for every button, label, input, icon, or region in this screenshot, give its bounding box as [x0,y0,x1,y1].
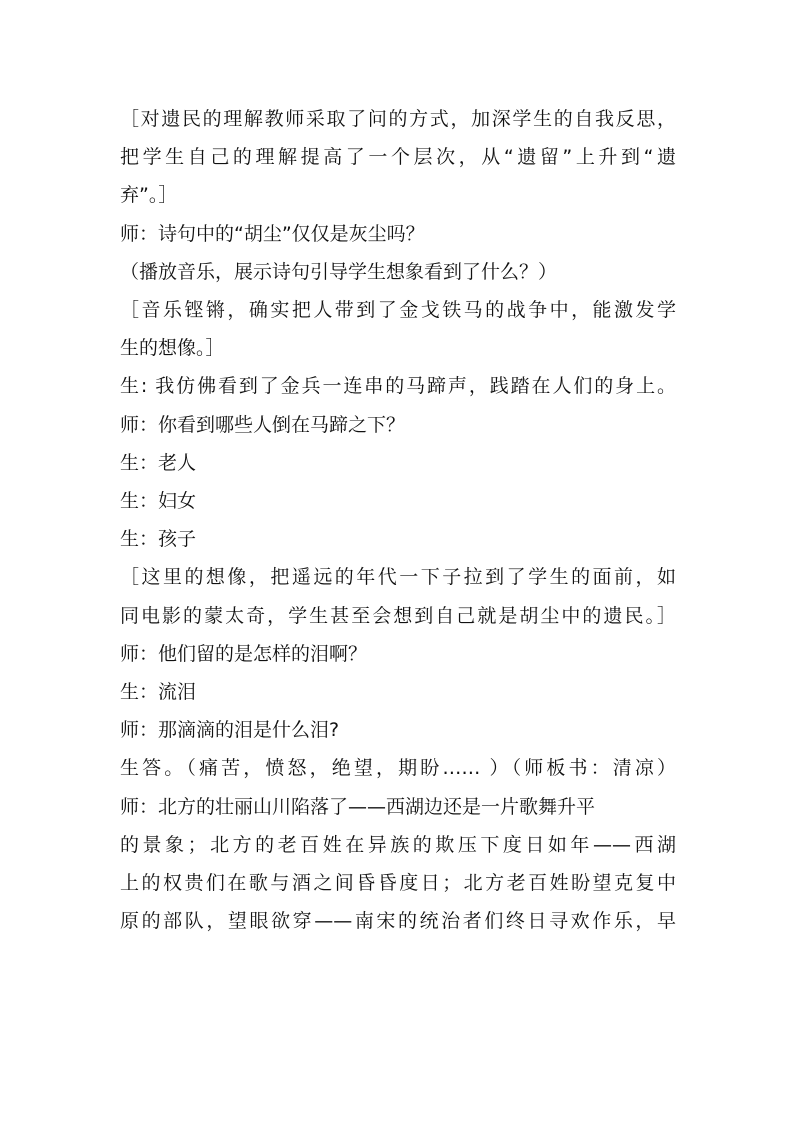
text-line: 生: 我仿佛看到了金兵一连串的马蹄声，践踏在人们的身上。 [120,375,676,398]
text-line: 原的部队，望眼欲穿——南宋的统治者们终日寻欢作乐，早 [120,910,676,933]
text-line: 把学生自己的理解提高了一个层次，从“遗留”上升到“遗 [120,146,676,169]
text-line: 生：妇女 [120,490,197,513]
text-line: 生的想像。］ [120,337,225,360]
lesson-transcript [120,100,676,940]
text-line: 师：你看到哪些人倒在马蹄之下？ [120,413,406,436]
text-line: 的景象；北方的老百姓在异族的欺压下度日如年——西湖 [120,833,676,856]
text-line: 生：老人 [120,451,197,474]
text-line: 生：流泪 [120,681,197,704]
text-line: ［音乐铿锵，确实把人带到了金戈铁马的战争中，能激发学 [120,299,676,322]
text-line: 师：他们留的是怎样的泪啊？ [120,642,368,665]
text-line: ［对遗民的理解教师采取了问的方式，加深学生的自我反思， [120,108,676,130]
text-line: 生：孩子 [120,528,197,551]
text-line: 生答。（痛苦，愤怒，绝望，期盼…… ）（师板书：清凉） [120,757,676,780]
text-line: 师：北方的壮丽山川陷落了——西湖边还是一片歌舞升平 [120,795,596,818]
text-line: 弃”。］ [120,184,178,207]
text-line: 师：那滴滴的泪是什么泪? [120,719,340,742]
text-line: 同电影的蒙太奇，学生甚至会想到自己就是胡尘中的遗民。］ [120,604,676,627]
text-line: 上的权贵们在歌与酒之间昏昏度日；北方老百姓盼望克复中 [120,872,676,895]
text-line: （播放音乐，展示诗句引导学生想象看到了什么？） [120,260,558,283]
text-line: ［这里的想像，把遥远的年代一下子拉到了学生的面前，如 [120,566,676,589]
text-line: 师：诗句中的“胡尘”仅仅是灰尘吗？ [120,222,425,245]
